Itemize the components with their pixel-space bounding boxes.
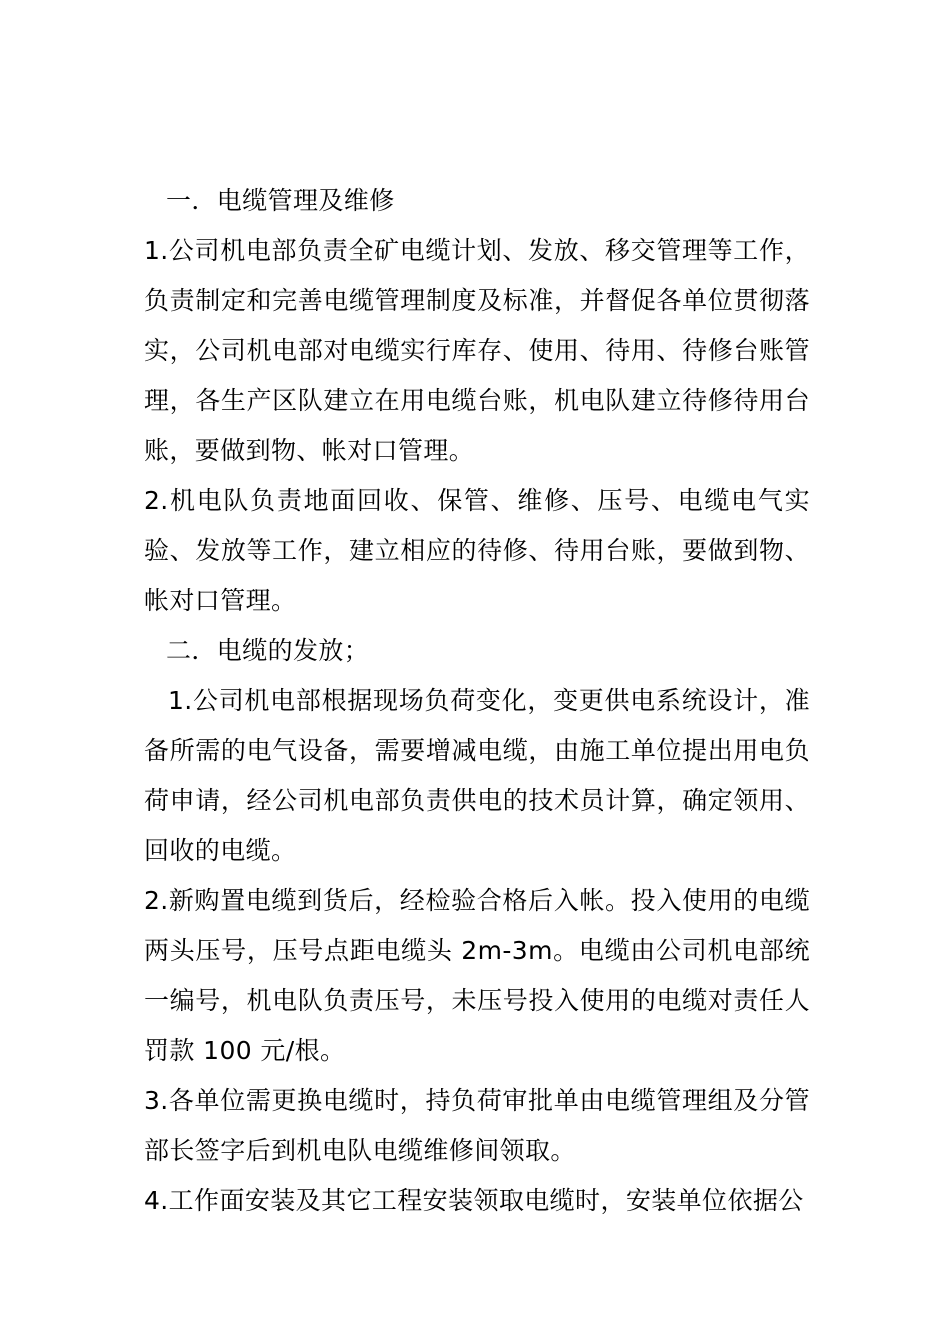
section1-item2: 2.机电队负责地面回收、保管、维修、压号、电缆电气实验、发放等工作，建立相应的待修、待用台账，要做到物、帐对口管理。 bbox=[144, 486, 810, 615]
section2-item1: 1.公司机电部根据现场负荷变化，变更供电系统设计，准备所需的电气设备，需要增减电缆，由施工单位提出用电负荷申请，经公司机电部负责供电的技术员计算，确定领用、回收的电缆。 bbox=[144, 686, 810, 865]
section1-heading: 一．电缆管理及维修 bbox=[166, 186, 395, 215]
section2-heading: 二．电缆的发放； bbox=[166, 636, 370, 665]
section2-item4: 4.工作面安装及其它工程安装领取电缆时，安装单位依据公 bbox=[144, 1186, 804, 1215]
section2-item3: 3.各单位需更换电缆时，持负荷审批单由电缆管理组及分管部长签字后到机电队电缆维修间领取。 bbox=[144, 1086, 810, 1165]
document-body bbox=[144, 176, 810, 1226]
section2-item2: 2.新购置电缆到货后，经检验合格后入帐。投入使用的电缆两头压号，压号点距电缆头 2m-3m。电缆由公司机电部统一编号，机电队负责压号，未压号投入使用的电缆对责任人罚款 100 元/根。 bbox=[144, 886, 810, 1065]
section1-item1: 1.公司机电部负责全矿电缆计划、发放、移交管理等工作，负责制定和完善电缆管理制度及标准，并督促各单位贯彻落实，公司机电部对电缆实行库存、使用、待用、待修台账管理，各生产区队建立在用电缆台账，机电队建立待修待用台账，要做到物、帐对口管理。 bbox=[144, 236, 810, 465]
